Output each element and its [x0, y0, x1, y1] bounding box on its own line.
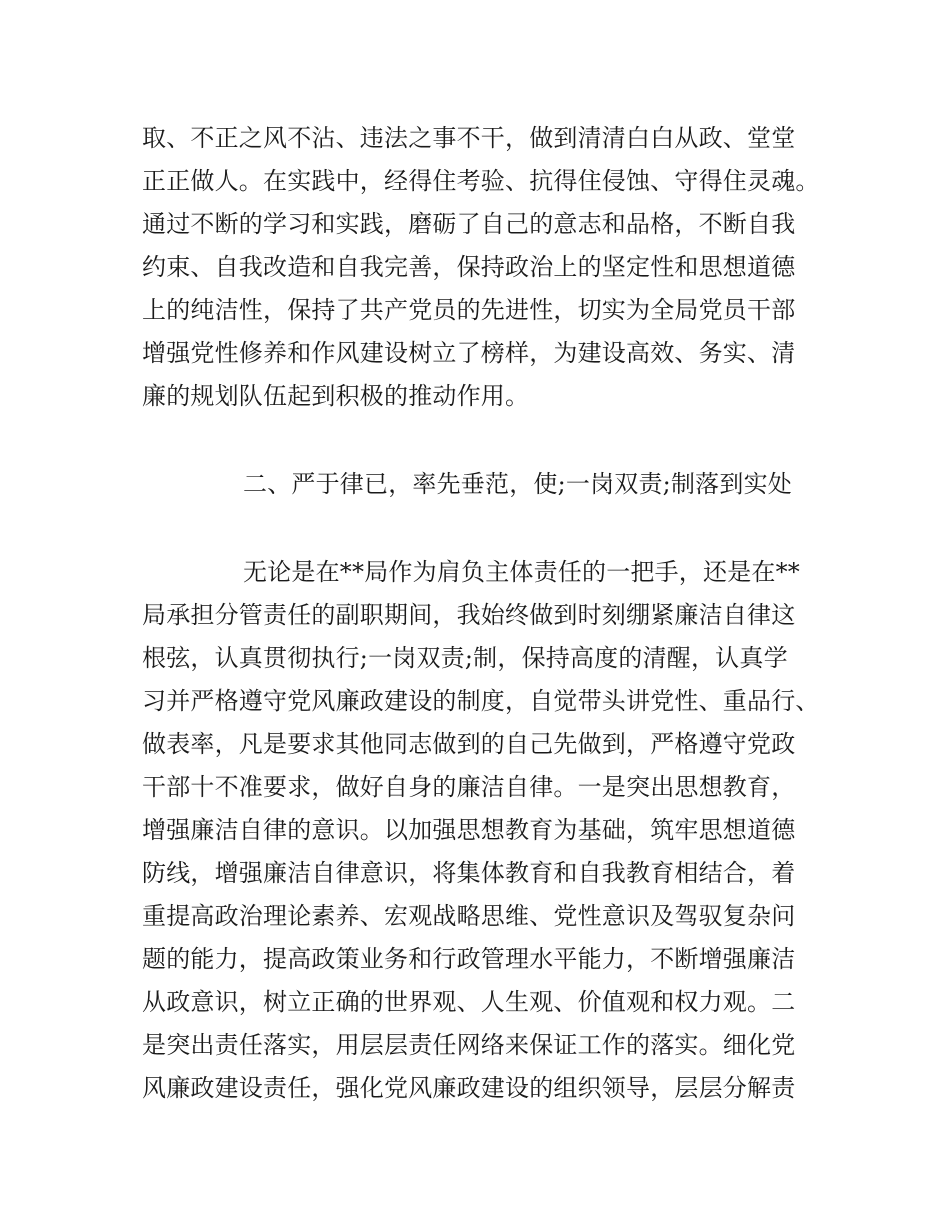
text-line: 增强廉洁自律的意识。以加强思想教育为基础，筑牢思想道德 — [142, 816, 796, 844]
text-line: 通过不断的学习和实践，磨砺了自己的意志和品格，不断自我 — [142, 210, 796, 238]
text-line: 上的纯洁性，保持了共产党员的先进性，切实为全局党员干部 — [142, 296, 796, 324]
text-line: 无论是在**局作为肩负主体责任的一把手，还是在** — [243, 558, 800, 586]
text-line: 局承担分管责任的副职期间，我始终做到时刻绷紧廉洁自律这 — [142, 601, 796, 629]
text-line: 做表率，凡是要求其他同志做到的自己先做到，严格遵守党政 — [142, 730, 796, 758]
text-line: 是突出责任落实，用层层责任网络来保证工作的落实。细化党 — [142, 1031, 796, 1059]
text-line: 防线，增强廉洁自律意识，将集体教育和自我教育相结合，着 — [142, 859, 796, 887]
text-line: 风廉政建设责任，强化党风廉政建设的组织领导，层层分解责 — [142, 1074, 796, 1102]
text-line: 干部十不准要求，做好自身的廉洁自律。一是突出思想教育， — [142, 773, 796, 801]
text-line: 重提高政治理论素养、宏观战略思维、党性意识及驾驭复杂问 — [142, 902, 796, 930]
text-line: 廉的规划队伍起到积极的推动作用。 — [142, 382, 530, 410]
text-line: 正正做人。在实践中，经得住考验、抗得住侵蚀、守得住灵魂。 — [142, 167, 820, 195]
text-line: 增强党性修养和作风建设树立了榜样，为建设高效、务实、清 — [142, 339, 796, 367]
text-line: 约束、自我改造和自我完善，保持政治上的坚定性和思想道德 — [142, 253, 796, 281]
text-line: 习并严格遵守党风廉政建设的制度，自觉带头讲党性、重品行、 — [142, 687, 820, 715]
text-line: 取、不正之风不沾、违法之事不干，做到清清白白从政、堂堂 — [142, 124, 796, 152]
text-line: 根弦，认真贯彻执行;一岗双责;制，保持高度的清醒，认真学 — [142, 644, 788, 672]
text-line: 题的能力，提高政策业务和行政管理水平能力，不断增强廉洁 — [142, 945, 796, 973]
text-line: 从政意识，树立正确的世界观、人生观、价值观和权力观。二 — [142, 988, 796, 1016]
section-heading: 二、严于律已，率先垂范，使;一岗双责;制落到实处 — [243, 470, 792, 498]
